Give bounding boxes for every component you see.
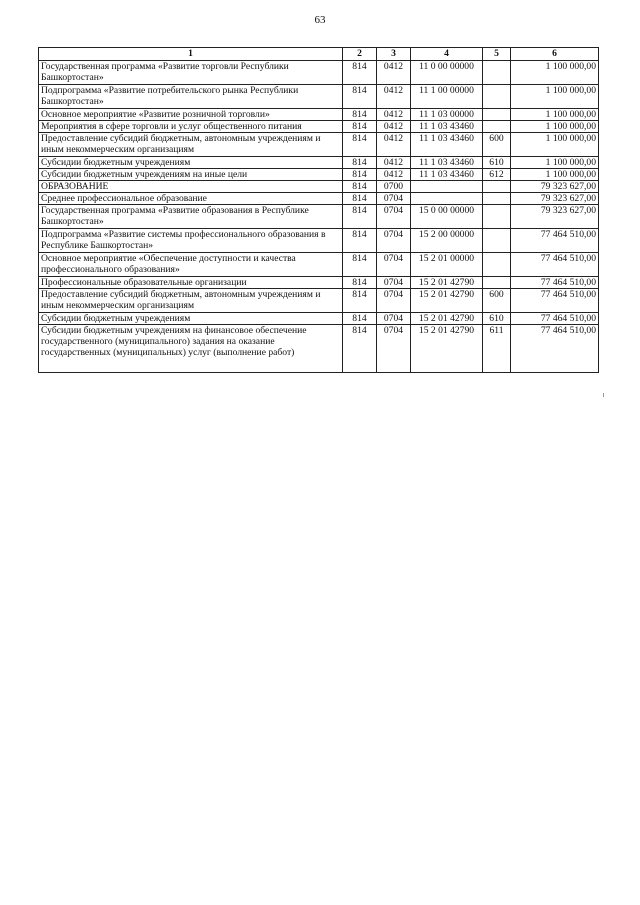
table-row [39, 169, 599, 181]
cell-amount: 1 100 000,00 [511, 157, 599, 169]
cell-amount: 77 464 510,00 [511, 229, 599, 253]
cell-name: Подпрограмма «Развитие потребительского рынка Республики Башкортостан» [39, 85, 343, 109]
cell-amount: 1 100 000,00 [511, 133, 599, 157]
table-row [39, 121, 599, 133]
cell-expense-type [483, 85, 511, 109]
cell-amount: 1 100 000,00 [511, 121, 599, 133]
cell-amount: 1 100 000,00 [511, 61, 599, 85]
cell-target-code [411, 181, 483, 193]
cell-target-code [411, 193, 483, 205]
table-row [39, 61, 599, 85]
cell-section-code: 0412 [377, 169, 411, 181]
cell-section-code: 0412 [377, 109, 411, 121]
cell-expense-type: 600 [483, 289, 511, 313]
cell-section-code: 0700 [377, 181, 411, 193]
cell-section-code: 0704 [377, 325, 411, 373]
cell-amount: 77 464 510,00 [511, 325, 599, 373]
table-header-row [39, 48, 599, 61]
cell-target-code: 15 2 00 00000 [411, 229, 483, 253]
cell-name: Государственная программа «Развитие торговли Республики Башкортостан» [39, 61, 343, 85]
table-row [39, 277, 599, 289]
table-row [39, 193, 599, 205]
cell-target-code: 15 2 01 42790 [411, 325, 483, 373]
cell-name: Среднее профессиональное образование [39, 193, 343, 205]
cell-expense-type: 611 [483, 325, 511, 373]
cell-admin-code: 814 [343, 61, 377, 85]
table-row [39, 181, 599, 193]
scan-mark [603, 393, 604, 397]
table-row [39, 157, 599, 169]
cell-target-code: 11 1 03 00000 [411, 109, 483, 121]
cell-admin-code: 814 [343, 193, 377, 205]
cell-name: Субсидии бюджетным учреждениям на иные цели [39, 169, 343, 181]
table-row [39, 205, 599, 229]
cell-amount: 79 323 627,00 [511, 181, 599, 193]
cell-name: Субсидии бюджетным учреждениям [39, 157, 343, 169]
cell-target-code: 15 2 01 42790 [411, 313, 483, 325]
cell-target-code: 11 0 00 00000 [411, 61, 483, 85]
cell-expense-type [483, 121, 511, 133]
cell-admin-code: 814 [343, 109, 377, 121]
page-number: 63 [314, 14, 326, 26]
cell-target-code: 11 1 03 43460 [411, 169, 483, 181]
table-row [39, 289, 599, 313]
cell-name: Субсидии бюджетным учреждениям на финансовое обеспечение государственного (муниципального) задания на оказание государственных (муниципальных) услуг (выполнение работ) [39, 325, 343, 373]
cell-section-code: 0704 [377, 313, 411, 325]
cell-section-code: 0704 [377, 229, 411, 253]
cell-section-code: 0412 [377, 61, 411, 85]
cell-name: Субсидии бюджетным учреждениям [39, 313, 343, 325]
cell-admin-code: 814 [343, 277, 377, 289]
cell-admin-code: 814 [343, 169, 377, 181]
cell-amount: 1 100 000,00 [511, 85, 599, 109]
cell-admin-code: 814 [343, 289, 377, 313]
cell-target-code: 15 2 01 42790 [411, 289, 483, 313]
cell-amount: 79 323 627,00 [511, 205, 599, 229]
cell-section-code: 0412 [377, 133, 411, 157]
cell-expense-type [483, 109, 511, 121]
cell-expense-type [483, 277, 511, 289]
cell-admin-code: 814 [343, 157, 377, 169]
cell-admin-code: 814 [343, 121, 377, 133]
cell-expense-type [483, 61, 511, 85]
cell-target-code: 15 0 00 00000 [411, 205, 483, 229]
cell-expense-type [483, 205, 511, 229]
cell-admin-code: 814 [343, 325, 377, 373]
cell-amount: 77 464 510,00 [511, 277, 599, 289]
cell-name: Предоставление субсидий бюджетным, автономным учреждениям и иным некоммерческим организациям [39, 289, 343, 313]
column-header: 1 [39, 48, 343, 61]
cell-expense-type: 610 [483, 157, 511, 169]
cell-expense-type [483, 193, 511, 205]
cell-target-code: 15 2 01 42790 [411, 277, 483, 289]
table-row [39, 85, 599, 109]
cell-admin-code: 814 [343, 313, 377, 325]
column-header: 4 [411, 48, 483, 61]
cell-name: Основное мероприятие «Обеспечение доступности и качества профессионального образования» [39, 253, 343, 277]
table-row [39, 313, 599, 325]
cell-name: Предоставление субсидий бюджетным, автономным учреждениям и иным некоммерческим организациям [39, 133, 343, 157]
cell-expense-type [483, 181, 511, 193]
cell-section-code: 0704 [377, 289, 411, 313]
column-header: 2 [343, 48, 377, 61]
cell-target-code: 11 1 03 43460 [411, 157, 483, 169]
cell-expense-type: 600 [483, 133, 511, 157]
cell-admin-code: 814 [343, 133, 377, 157]
cell-admin-code: 814 [343, 205, 377, 229]
cell-name: Подпрограмма «Развитие системы профессионального образования в Республике Башкортостан» [39, 229, 343, 253]
column-header: 3 [377, 48, 411, 61]
cell-expense-type: 610 [483, 313, 511, 325]
table-row [39, 229, 599, 253]
cell-amount: 79 323 627,00 [511, 193, 599, 205]
cell-admin-code: 814 [343, 253, 377, 277]
cell-admin-code: 814 [343, 181, 377, 193]
cell-admin-code: 814 [343, 85, 377, 109]
cell-admin-code: 814 [343, 229, 377, 253]
cell-section-code: 0704 [377, 205, 411, 229]
table-row [39, 109, 599, 121]
cell-name: Государственная программа «Развитие образования в Республике Башкортостан» [39, 205, 343, 229]
cell-name: Мероприятия в сфере торговли и услуг общественного питания [39, 121, 343, 133]
cell-amount: 1 100 000,00 [511, 109, 599, 121]
cell-section-code: 0704 [377, 277, 411, 289]
cell-amount: 77 464 510,00 [511, 313, 599, 325]
cell-target-code: 15 2 01 00000 [411, 253, 483, 277]
column-header: 6 [511, 48, 599, 61]
cell-name: ОБРАЗОВАНИЕ [39, 181, 343, 193]
cell-name: Основное мероприятие «Развитие розничной торговли» [39, 109, 343, 121]
cell-name: Профессиональные образовательные организации [39, 277, 343, 289]
cell-section-code: 0412 [377, 157, 411, 169]
cell-expense-type [483, 229, 511, 253]
cell-amount: 77 464 510,00 [511, 289, 599, 313]
column-header: 5 [483, 48, 511, 61]
budget-table [38, 47, 599, 373]
cell-target-code: 11 1 03 43460 [411, 121, 483, 133]
cell-amount: 77 464 510,00 [511, 253, 599, 277]
cell-amount: 1 100 000,00 [511, 169, 599, 181]
cell-expense-type: 612 [483, 169, 511, 181]
table-row [39, 253, 599, 277]
cell-section-code: 0412 [377, 85, 411, 109]
cell-section-code: 0412 [377, 121, 411, 133]
cell-expense-type [483, 253, 511, 277]
cell-target-code: 11 1 00 00000 [411, 85, 483, 109]
cell-section-code: 0704 [377, 193, 411, 205]
table-row [39, 325, 599, 373]
cell-section-code: 0704 [377, 253, 411, 277]
table-row [39, 133, 599, 157]
cell-target-code: 11 1 03 43460 [411, 133, 483, 157]
table-body [39, 61, 599, 373]
